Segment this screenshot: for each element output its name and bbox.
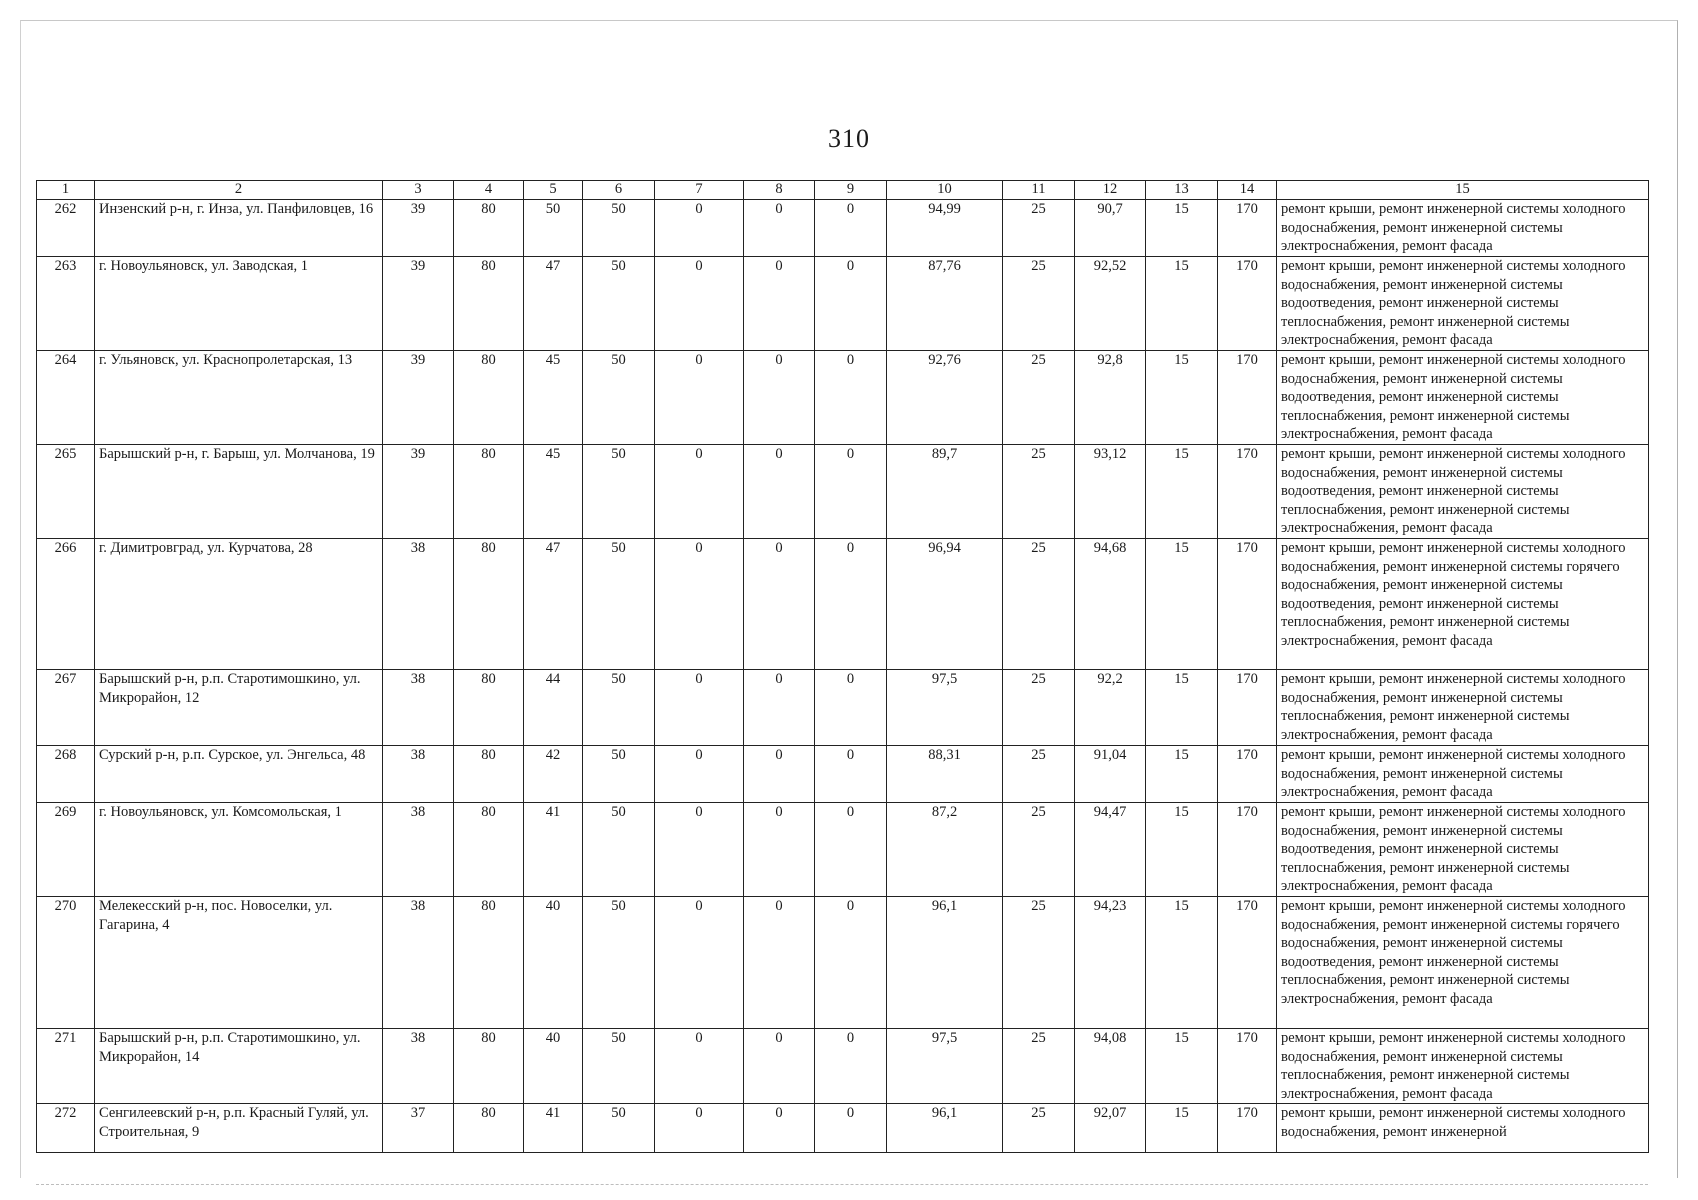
value-cell: 25 <box>1003 1029 1075 1104</box>
row-number: 264 <box>37 351 95 445</box>
row-number: 263 <box>37 257 95 351</box>
value-cell: 39 <box>383 351 454 445</box>
address-cell: Мелекесский р-н, пос. Новоселки, ул. Гагарина, 4 <box>95 897 383 1029</box>
value-cell: 92,76 <box>887 351 1003 445</box>
value-cell: 80 <box>454 746 524 803</box>
value-cell: 50 <box>583 257 655 351</box>
works-cell: ремонт крыши, ремонт инженерной системы холодного водоснабжения, ремонт инженерной системы теплоснабжения, ремонт инженерной системы электроснабжения, ремонт фасада <box>1277 670 1649 746</box>
value-cell: 80 <box>454 670 524 746</box>
value-cell: 38 <box>383 897 454 1029</box>
page-bottom-edge <box>36 1184 1648 1185</box>
address-cell: Сенгилеевский р-н, р.п. Красный Гуляй, ул. Строительная, 9 <box>95 1104 383 1153</box>
value-cell: 0 <box>744 1104 815 1153</box>
table-row <box>37 670 1649 746</box>
value-cell: 47 <box>524 257 583 351</box>
address-cell: Барышский р-н, г. Барыш, ул. Молчанова, 19 <box>95 445 383 539</box>
value-cell: 91,04 <box>1075 746 1146 803</box>
value-cell: 80 <box>454 539 524 670</box>
value-cell: 97,5 <box>887 1029 1003 1104</box>
value-cell: 80 <box>454 1029 524 1104</box>
value-cell: 25 <box>1003 670 1075 746</box>
value-cell: 38 <box>383 539 454 670</box>
column-header: 4 <box>454 181 524 200</box>
value-cell: 80 <box>454 200 524 257</box>
value-cell: 0 <box>655 200 744 257</box>
value-cell: 0 <box>815 897 887 1029</box>
value-cell: 25 <box>1003 897 1075 1029</box>
works-cell: ремонт крыши, ремонт инженерной системы холодного водоснабжения, ремонт инженерной системы водоотведения, ремонт инженерной системы теплоснабжения, ремонт инженерной системы электроснабжения, ремонт фасада <box>1277 257 1649 351</box>
value-cell: 25 <box>1003 351 1075 445</box>
value-cell: 87,76 <box>887 257 1003 351</box>
value-cell: 170 <box>1218 746 1277 803</box>
works-cell: ремонт крыши, ремонт инженерной системы холодного водоснабжения, ремонт инженерной системы теплоснабжения, ремонт инженерной системы электроснабжения, ремонт фасада <box>1277 1029 1649 1104</box>
value-cell: 38 <box>383 746 454 803</box>
value-cell: 25 <box>1003 539 1075 670</box>
value-cell: 25 <box>1003 445 1075 539</box>
column-header: 14 <box>1218 181 1277 200</box>
value-cell: 50 <box>524 200 583 257</box>
row-number: 265 <box>37 445 95 539</box>
value-cell: 90,7 <box>1075 200 1146 257</box>
value-cell: 0 <box>655 539 744 670</box>
value-cell: 15 <box>1146 670 1218 746</box>
column-header: 15 <box>1277 181 1649 200</box>
column-header: 12 <box>1075 181 1146 200</box>
column-header: 10 <box>887 181 1003 200</box>
value-cell: 0 <box>815 200 887 257</box>
value-cell: 0 <box>655 803 744 897</box>
value-cell: 170 <box>1218 1104 1277 1153</box>
works-cell: ремонт крыши, ремонт инженерной системы холодного водоснабжения, ремонт инженерной системы водоотведения, ремонт инженерной системы теплоснабжения, ремонт инженерной системы электроснабжения, ремонт фасада <box>1277 351 1649 445</box>
value-cell: 45 <box>524 351 583 445</box>
value-cell: 40 <box>524 1029 583 1104</box>
value-cell: 25 <box>1003 746 1075 803</box>
value-cell: 0 <box>744 539 815 670</box>
value-cell: 15 <box>1146 445 1218 539</box>
value-cell: 0 <box>815 539 887 670</box>
value-cell: 39 <box>383 257 454 351</box>
value-cell: 50 <box>583 351 655 445</box>
table-row <box>37 803 1649 897</box>
address-cell: г. Ульяновск, ул. Краснопролетарская, 13 <box>95 351 383 445</box>
value-cell: 97,5 <box>887 670 1003 746</box>
works-cell: ремонт крыши, ремонт инженерной системы холодного водоснабжения, ремонт инженерной системы горячего водоснабжения, ремонт инженерной системы водоотведения, ремонт инженерной системы теплоснабжения, ремонт инженерной системы электроснабжения, ремонт фасада <box>1277 539 1649 670</box>
works-cell: ремонт крыши, ремонт инженерной системы холодного водоснабжения, ремонт инженерной системы электроснабжения, ремонт фасада <box>1277 200 1649 257</box>
value-cell: 0 <box>815 445 887 539</box>
value-cell: 80 <box>454 897 524 1029</box>
value-cell: 94,08 <box>1075 1029 1146 1104</box>
value-cell: 0 <box>655 257 744 351</box>
value-cell: 25 <box>1003 803 1075 897</box>
value-cell: 0 <box>655 1029 744 1104</box>
value-cell: 94,99 <box>887 200 1003 257</box>
address-cell: г. Димитровград, ул. Курчатова, 28 <box>95 539 383 670</box>
value-cell: 38 <box>383 1029 454 1104</box>
works-cell: ремонт крыши, ремонт инженерной системы холодного водоснабжения, ремонт инженерной системы электроснабжения, ремонт фасада <box>1277 746 1649 803</box>
value-cell: 80 <box>454 803 524 897</box>
value-cell: 45 <box>524 445 583 539</box>
value-cell: 15 <box>1146 351 1218 445</box>
value-cell: 39 <box>383 445 454 539</box>
value-cell: 0 <box>815 257 887 351</box>
value-cell: 94,23 <box>1075 897 1146 1029</box>
value-cell: 0 <box>655 670 744 746</box>
page-number: 310 <box>828 124 870 153</box>
value-cell: 15 <box>1146 539 1218 670</box>
address-cell: г. Новоульяновск, ул. Комсомольская, 1 <box>95 803 383 897</box>
address-cell: г. Новоульяновск, ул. Заводская, 1 <box>95 257 383 351</box>
table-row <box>37 200 1649 257</box>
value-cell: 44 <box>524 670 583 746</box>
value-cell: 50 <box>583 445 655 539</box>
value-cell: 37 <box>383 1104 454 1153</box>
value-cell: 0 <box>744 351 815 445</box>
value-cell: 93,12 <box>1075 445 1146 539</box>
value-cell: 92,2 <box>1075 670 1146 746</box>
value-cell: 0 <box>815 746 887 803</box>
value-cell: 50 <box>583 1029 655 1104</box>
address-cell: Сурский р-н, р.п. Сурское, ул. Энгельса, 48 <box>95 746 383 803</box>
table-row <box>37 1104 1649 1153</box>
value-cell: 170 <box>1218 257 1277 351</box>
column-header: 1 <box>37 181 95 200</box>
column-header: 13 <box>1146 181 1218 200</box>
row-number: 269 <box>37 803 95 897</box>
value-cell: 15 <box>1146 257 1218 351</box>
value-cell: 41 <box>524 803 583 897</box>
row-number: 268 <box>37 746 95 803</box>
value-cell: 50 <box>583 200 655 257</box>
value-cell: 40 <box>524 897 583 1029</box>
value-cell: 47 <box>524 539 583 670</box>
value-cell: 25 <box>1003 200 1075 257</box>
value-cell: 92,07 <box>1075 1104 1146 1153</box>
table-row <box>37 1029 1649 1104</box>
table-row <box>37 897 1649 1029</box>
value-cell: 0 <box>744 803 815 897</box>
column-header: 5 <box>524 181 583 200</box>
column-header: 7 <box>655 181 744 200</box>
table-row <box>37 539 1649 670</box>
value-cell: 0 <box>744 746 815 803</box>
value-cell: 94,47 <box>1075 803 1146 897</box>
value-cell: 80 <box>454 1104 524 1153</box>
value-cell: 170 <box>1218 351 1277 445</box>
value-cell: 0 <box>655 746 744 803</box>
value-cell: 170 <box>1218 897 1277 1029</box>
column-header: 9 <box>815 181 887 200</box>
value-cell: 41 <box>524 1104 583 1153</box>
column-header: 8 <box>744 181 815 200</box>
value-cell: 15 <box>1146 897 1218 1029</box>
value-cell: 170 <box>1218 445 1277 539</box>
value-cell: 50 <box>583 1104 655 1153</box>
value-cell: 0 <box>744 1029 815 1104</box>
value-cell: 0 <box>655 1104 744 1153</box>
value-cell: 50 <box>583 670 655 746</box>
row-number: 270 <box>37 897 95 1029</box>
value-cell: 15 <box>1146 1104 1218 1153</box>
value-cell: 42 <box>524 746 583 803</box>
table-row <box>37 445 1649 539</box>
value-cell: 38 <box>383 803 454 897</box>
value-cell: 96,1 <box>887 897 1003 1029</box>
table-row <box>37 351 1649 445</box>
value-cell: 92,52 <box>1075 257 1146 351</box>
value-cell: 170 <box>1218 670 1277 746</box>
register-table <box>36 180 1649 1153</box>
works-cell: ремонт крыши, ремонт инженерной системы холодного водоснабжения, ремонт инженерной <box>1277 1104 1649 1153</box>
column-number-row <box>37 181 1649 200</box>
value-cell: 170 <box>1218 200 1277 257</box>
value-cell: 50 <box>583 803 655 897</box>
value-cell: 0 <box>815 670 887 746</box>
value-cell: 0 <box>655 897 744 1029</box>
column-header: 2 <box>95 181 383 200</box>
value-cell: 80 <box>454 351 524 445</box>
column-header: 3 <box>383 181 454 200</box>
value-cell: 0 <box>744 445 815 539</box>
row-number: 262 <box>37 200 95 257</box>
row-number: 271 <box>37 1029 95 1104</box>
value-cell: 39 <box>383 200 454 257</box>
value-cell: 96,1 <box>887 1104 1003 1153</box>
column-header: 6 <box>583 181 655 200</box>
value-cell: 94,68 <box>1075 539 1146 670</box>
value-cell: 170 <box>1218 1029 1277 1104</box>
works-cell: ремонт крыши, ремонт инженерной системы холодного водоснабжения, ремонт инженерной системы водоотведения, ремонт инженерной системы теплоснабжения, ремонт инженерной системы электроснабжения, ремонт фасада <box>1277 445 1649 539</box>
value-cell: 0 <box>815 1104 887 1153</box>
value-cell: 88,31 <box>887 746 1003 803</box>
value-cell: 80 <box>454 257 524 351</box>
value-cell: 15 <box>1146 200 1218 257</box>
value-cell: 15 <box>1146 1029 1218 1104</box>
address-cell: Барышский р-н, р.п. Старотимошкино, ул. Микрорайон, 14 <box>95 1029 383 1104</box>
value-cell: 38 <box>383 670 454 746</box>
value-cell: 80 <box>454 445 524 539</box>
value-cell: 170 <box>1218 803 1277 897</box>
value-cell: 25 <box>1003 257 1075 351</box>
value-cell: 50 <box>583 897 655 1029</box>
value-cell: 15 <box>1146 803 1218 897</box>
address-cell: Барышский р-н, р.п. Старотимошкино, ул. Микрорайон, 12 <box>95 670 383 746</box>
value-cell: 170 <box>1218 539 1277 670</box>
value-cell: 0 <box>655 351 744 445</box>
address-cell: Инзенский р-н, г. Инза, ул. Панфиловцев, 16 <box>95 200 383 257</box>
value-cell: 0 <box>815 351 887 445</box>
value-cell: 92,8 <box>1075 351 1146 445</box>
table-row <box>37 257 1649 351</box>
value-cell: 0 <box>744 897 815 1029</box>
value-cell: 0 <box>744 670 815 746</box>
value-cell: 0 <box>744 257 815 351</box>
value-cell: 0 <box>815 1029 887 1104</box>
value-cell: 89,7 <box>887 445 1003 539</box>
row-number: 267 <box>37 670 95 746</box>
value-cell: 50 <box>583 746 655 803</box>
value-cell: 0 <box>815 803 887 897</box>
value-cell: 0 <box>655 445 744 539</box>
row-number: 266 <box>37 539 95 670</box>
value-cell: 50 <box>583 539 655 670</box>
value-cell: 0 <box>744 200 815 257</box>
works-cell: ремонт крыши, ремонт инженерной системы холодного водоснабжения, ремонт инженерной системы водоотведения, ремонт инженерной системы теплоснабжения, ремонт инженерной системы электроснабжения, ремонт фасада <box>1277 803 1649 897</box>
works-cell: ремонт крыши, ремонт инженерной системы холодного водоснабжения, ремонт инженерной системы горячего водоснабжения, ремонт инженерной системы водоотведения, ремонт инженерной системы теплоснабжения, ремонт инженерной системы электроснабжения, ремонт фасада <box>1277 897 1649 1029</box>
value-cell: 96,94 <box>887 539 1003 670</box>
table-row <box>37 746 1649 803</box>
value-cell: 25 <box>1003 1104 1075 1153</box>
value-cell: 15 <box>1146 746 1218 803</box>
column-header: 11 <box>1003 181 1075 200</box>
value-cell: 87,2 <box>887 803 1003 897</box>
row-number: 272 <box>37 1104 95 1153</box>
